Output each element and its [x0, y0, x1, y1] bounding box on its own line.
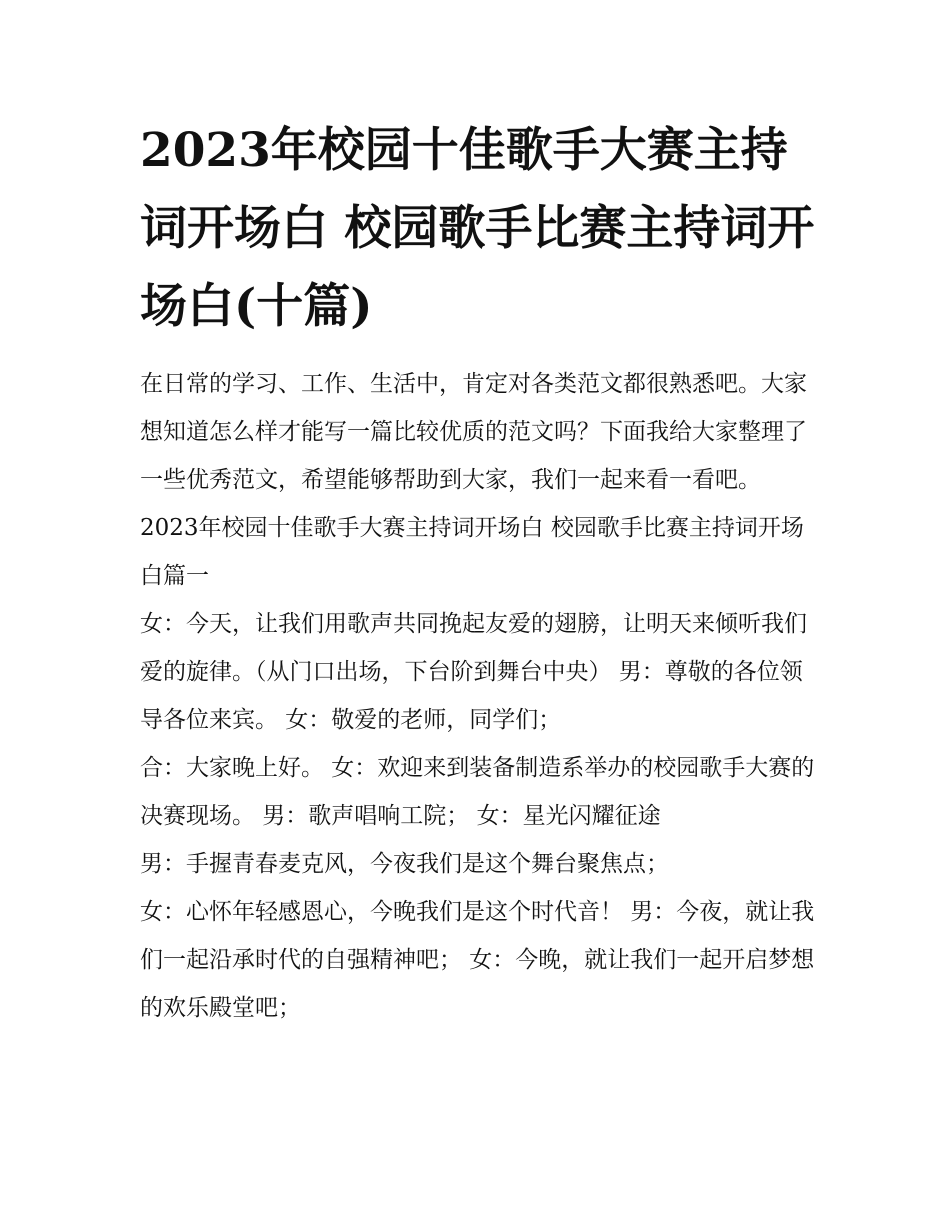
document-page: [140, 112, 820, 1032]
body-paragraph: 合：大家晚上好。 女：欢迎来到装备制造系举办的校园歌手大赛的决赛现场。 男：歌声唱响工院； 女：星光闪耀征途: [140, 755, 815, 829]
body-paragraph: 男：手握青春麦克风，今夜我们是这个舞台聚焦点；: [140, 851, 669, 877]
body-paragraph: 女：今天，让我们用歌声共同挽起友爱的翅膀，让明天来倾听我们爱的旋律。（从门口出场，下台阶到舞台中央） 男：尊敬的各位领导各位来宾。 女：敬爱的老师，同学们；: [140, 611, 807, 733]
body-paragraph: 女：心怀年轻感恩心，今晚我们是这个时代音！ 男：今夜，就让我们一起沿承时代的自强精神吧； 女：今晚，就让我们一起开启梦想的欢乐殿堂吧；: [140, 899, 815, 1021]
document-title: 2023年校园十佳歌手大赛主持词开场白 校园歌手比赛主持词开场白(十篇): [140, 123, 815, 334]
intro-paragraph: 在日常的学习、工作、生活中，肯定对各类范文都很熟悉吧。大家想知道怎么样才能写一篇比较优质的范文吗？下面我给大家整理了一些优秀范文，希望能够帮助到大家，我们一起来看一看吧。: [140, 371, 807, 493]
section-heading: 2023年校园十佳歌手大赛主持词开场白 校园歌手比赛主持词开场白篇一: [140, 515, 804, 589]
